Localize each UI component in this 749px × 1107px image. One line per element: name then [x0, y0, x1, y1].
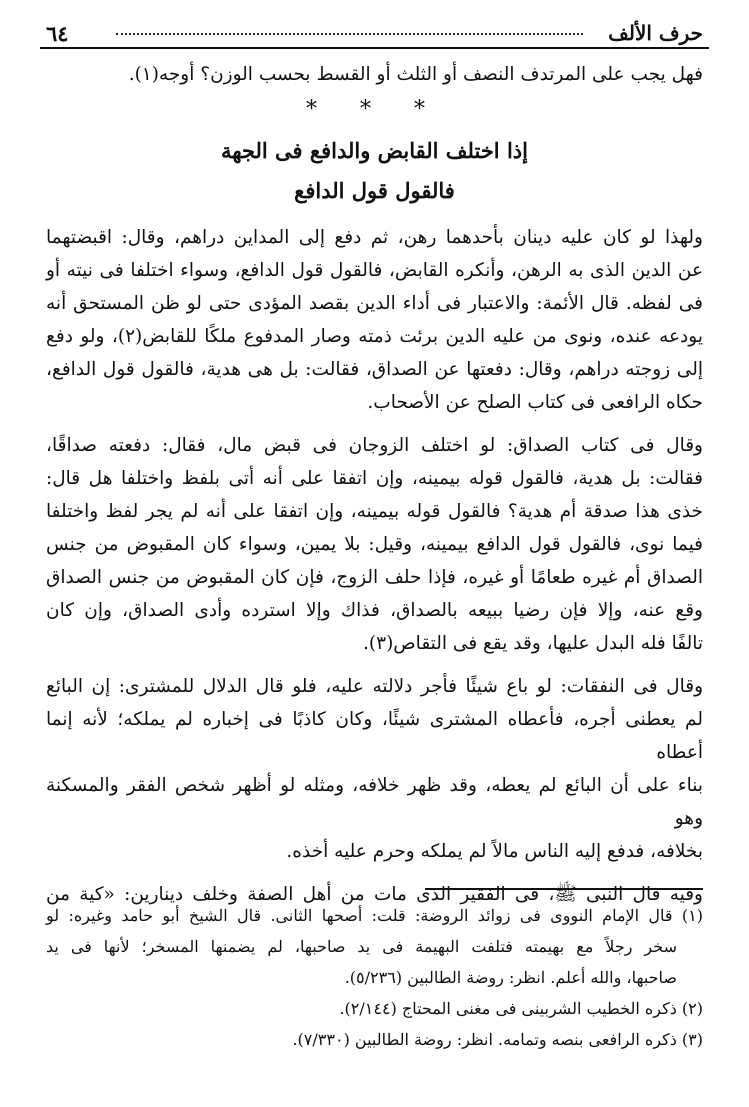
text-line: ولهذا لو كان عليه دينان بأحدهما رهن، ثم دفع إلى المداين دراهم، وقال: اقبضتهما [46, 227, 703, 248]
footnote-1-line: صاحبها، والله أعلم. انظر: روضة الطالبين (٥/٢٣٦). [344, 968, 677, 987]
text-line: فقالت: بل هدية، فالقول قوله بيمينه، وإن اتفقا على أنه أتى بلفظ واختلفا هل قال: [46, 468, 703, 489]
footnote-1-line: سخر رجلاً مع بهيمته فتلفت البهيمة فى يد صاحبها، لم يضمنها المسخر؛ لأنها فى يد [46, 937, 677, 956]
separator-stars: * * * [306, 97, 443, 122]
text-line: حكاه الرافعى فى كتاب الصلح عن الأصحاب. [367, 392, 703, 413]
text-line: تالفًا فله البدل عليها، وقد يقع فى التقاص(٣). [363, 633, 703, 654]
header-dotted-leader [116, 33, 583, 35]
footnote-2: (٢) ذكره الخطيب الشربينى فى مغنى المحتاج (٢/١٤٤). [339, 999, 703, 1018]
footnote-3: (٣) ذكره الرافعى بنصه وتمامه. انظر: روضة الطالبين (٧/٣٣٠). [292, 1030, 703, 1049]
text-line: وقال فى النفقات: لو باع شيئًا فأجر دلالته عليه، فلو قال الدلال للمشترى: إن البائع [46, 676, 703, 697]
text-line: بخلافه، فدفع إليه الناس مالاً لم يملكه وحرم عليه أخذه. [286, 841, 703, 862]
section-title: حرف الألف [608, 21, 703, 45]
footnote-1-line: (١) قال الإمام النووى فى زوائد الروضة: قلت: أصحها الثانى. قال الشيخ أبو حامد وغيره: لو [46, 906, 703, 925]
text-line: وفيه قال النبى ﷺ، فى الفقير الذى مات من أهل الصفة وخلف دينارين: «كية من [46, 884, 703, 905]
text-line: بناء على أن البائع لم يعطه، وقد ظهر خلافه، ومثله لو أظهر شخص الفقر والمسكنة وهو [46, 775, 703, 829]
page-number: ٦٤ [46, 20, 69, 46]
text-line: لم يعطنى أجره، فأعطاه المشترى شيئًا، وكان كاذبًا فى إخباره لم يملكه؛ لأنه إنما أعطاه [46, 709, 703, 763]
intro-line: فهل يجب على المرتدف النصف أو الثلث أو القسط بحسب الوزن؟ أوجه(١). [128, 64, 703, 85]
text-line: خذى هذا صدقة أم هدية؟ فالقول قوله بيمينه، وإن اتفقا على أنه لم يجر لفظ واختلفا [46, 501, 703, 522]
text-line: وقال فى كتاب الصداق: لو اختلف الزوجان فى قبض مال، فقال: دفعته صداقًا، [46, 435, 703, 456]
text-line: فيما نوى، فالقول قول الدافع بيمينه، وقيل: بلا يمين، وسواء كان المقبوض من جنس [46, 534, 703, 555]
text-line: يودعه عنده، ونوى من عليه الدين برئت ذمته وصار المدفوع ملكًا للقابض(٢)، ولو دفع [46, 326, 703, 347]
text-line: الصداق أم غيره طعامًا أو غيره، فإذا حلف الزوج، فإن كان المقبوض من جنس الصداق [46, 567, 703, 588]
heading-subrule: فالقول قول الدافع [294, 178, 455, 203]
main-text [46, 58, 703, 911]
text-line: إلى زوجته دراهم، وقال: دفعتها عن الصداق، فقالت: بل هى هدية، فالقول قول الدافع، [46, 359, 703, 380]
header-rule [40, 47, 709, 49]
text-line: وقع عنه، وإلا فإن رضيا ببيعه بالصداق، فذاك وإلا استرده وأدى الصداق، وإن كان [46, 600, 703, 621]
footnotes [46, 900, 703, 1055]
paragraph-3 [46, 670, 703, 868]
page-header [46, 20, 703, 46]
text-line: فى لفظه. قال الأئمة: والاعتبار فى أداء الدين بقصد المؤدى حتى لو ظن المستحق أنه [46, 293, 703, 314]
heading-rule: إذا اختلف القابض والدافع فى الجهة [221, 138, 528, 163]
text-line: عن الدين الذى به الرهن، وأنكره القابض، فالقول قول الدافع، وسواء اختلفا فى نيته أو [46, 260, 703, 281]
paragraph-2 [46, 429, 703, 660]
paragraph-1 [46, 221, 703, 419]
footnote-rule [425, 888, 703, 890]
